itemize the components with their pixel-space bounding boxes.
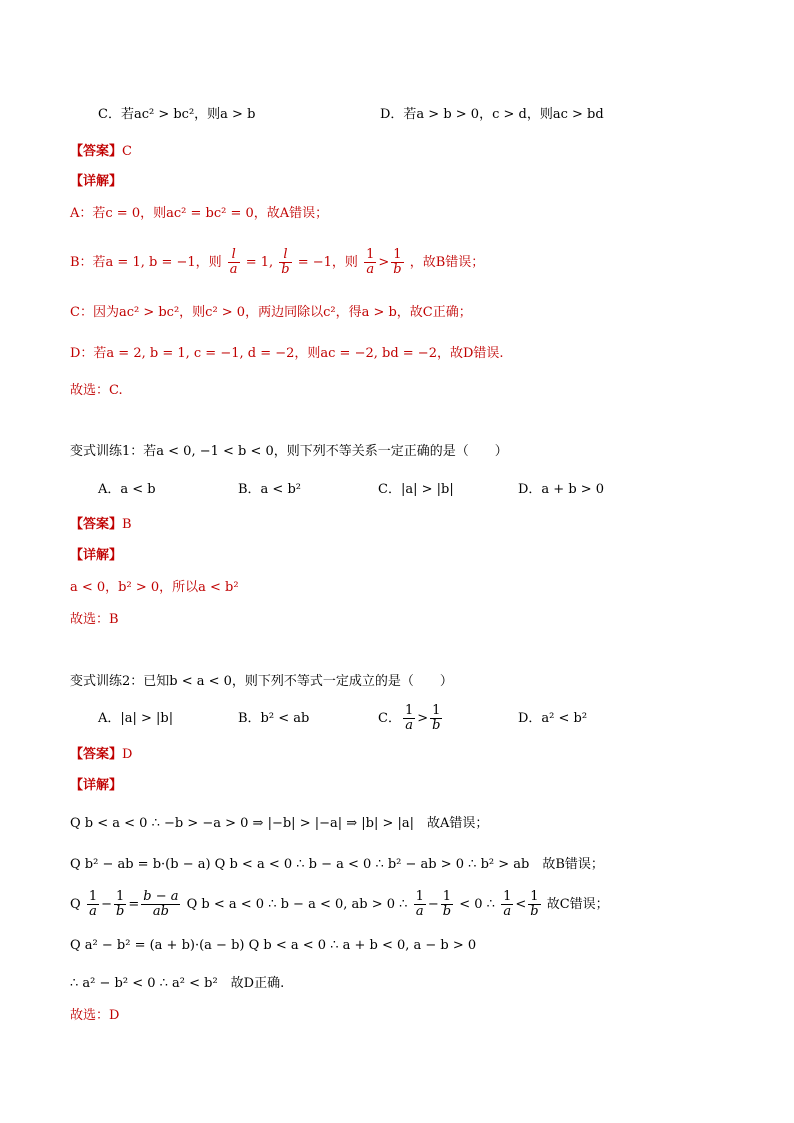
conclusion-3: 故选：D: [70, 1008, 120, 1023]
gt-sign: >: [378, 255, 390, 270]
exercise-1-question: 变式训练1：若a < 0, −1 < b < 0，则下列不等关系一定正确的是（ ）: [70, 444, 508, 459]
frac-num: 1: [441, 890, 453, 905]
frac-num: 1: [366, 247, 375, 262]
answer-value: C: [122, 144, 132, 159]
frac-den: a: [366, 262, 375, 277]
frac-den: a: [405, 718, 413, 733]
line3-post: 故C错误；: [546, 897, 609, 912]
frac-den: a: [503, 904, 512, 919]
frac-den: ab: [152, 904, 169, 919]
detail-label: 【详解】: [70, 548, 123, 563]
ex1-option-a: A．a < b: [98, 482, 156, 497]
detail-line-a: A：若c = 0，则ac² = bc² = 0，故A错误；: [70, 206, 329, 221]
answer-value: D: [122, 747, 133, 762]
line-b-text-mid: = 1,: [245, 255, 274, 270]
fraction-1-over-b: [279, 248, 291, 277]
ex2-option-c-label: C．: [378, 711, 401, 726]
frac-den: b: [281, 262, 290, 277]
ex2-line-4: Q a² − b² = (a + b)·(a − b) Q b < a < 0 ∴ a + b < 0, a − b > 0: [70, 938, 477, 953]
line-b-text-post: ，故B错误；: [409, 255, 485, 270]
fraction-1a: [501, 890, 513, 919]
frac-den: a: [415, 904, 424, 919]
answer-value: B: [122, 517, 132, 532]
gt-sign: >: [417, 711, 429, 726]
ex2-option-b: B．b² < ab: [238, 711, 310, 726]
ex1-detail: a < 0，b² > 0，所以a < b²: [70, 580, 239, 595]
frac-den: b: [432, 718, 441, 733]
fraction-1b: [528, 890, 540, 919]
option-c-top: C．若ac² > bc²，则a > b: [98, 107, 256, 122]
detail-line-d: D：若a = 2, b = 1, c = −1, d = −2，则ac = −2, bd = −2，故D错误.: [70, 346, 504, 361]
frac-num: 1: [88, 889, 98, 904]
frac-den: b: [530, 904, 539, 919]
ex2-line-3: [70, 888, 609, 922]
frac-num: 1: [528, 890, 540, 905]
answer-line-3: [70, 745, 132, 765]
fraction-1a: [364, 248, 376, 277]
minus-sign: −: [427, 897, 439, 912]
frac-num: 1: [391, 248, 403, 263]
answer-line-1: [70, 142, 132, 162]
minus-sign: −: [101, 897, 112, 912]
frac-num: l: [228, 248, 240, 263]
frac-num: b − a: [143, 889, 179, 904]
frac-num: 1: [415, 889, 424, 904]
conclusion-2: 故选：B: [70, 612, 119, 627]
line3-mid: Q b < a < 0 ∴ b − a < 0, ab > 0 ∴: [186, 897, 408, 912]
fraction-1a: [414, 890, 426, 919]
fraction-1b: [391, 248, 403, 277]
ex2-option-a: A．|a| > |b|: [98, 711, 174, 726]
lt-sign: <: [515, 897, 527, 912]
frac-den: a: [229, 262, 238, 277]
frac-den: b: [393, 262, 402, 277]
ex2-line-1: Q b < a < 0 ∴ −b > −a > 0 ⇒ |−b| > |−a| ⇒ |b| > |a| 故A错误；: [70, 816, 489, 831]
answer-label: 【答案】: [70, 144, 123, 159]
fraction-1a: [87, 890, 99, 919]
frac-den: b: [116, 904, 125, 919]
frac-num: 1: [430, 704, 442, 719]
conclusion-1: 故选：C.: [70, 383, 123, 398]
fraction-1-over-a: [228, 248, 240, 277]
ex2-line-5: ∴ a² − b² < 0 ∴ a² < b² 故D正确.: [70, 976, 285, 991]
detail-label: 【详解】: [70, 778, 123, 793]
ex1-option-b: B．a < b²: [238, 482, 301, 497]
fraction-1a: [403, 704, 415, 733]
frac-den: b: [442, 904, 452, 919]
frac-num: l: [279, 248, 291, 263]
line-b-text-mid2: = −1，则: [297, 255, 358, 270]
answer-line-2: [70, 515, 132, 535]
frac-num: 1: [404, 703, 414, 718]
ex1-option-d: D．a + b > 0: [518, 482, 605, 497]
frac-num: 1: [114, 890, 126, 905]
line3-mid2: < 0 ∴: [459, 897, 495, 912]
option-d-top: D．若a > b > 0，c > d，则ac > bd: [380, 107, 604, 122]
detail-label: 【详解】: [70, 174, 123, 189]
frac-num: 1: [503, 889, 512, 904]
line-b-text-pre: B：若a = 1, b = −1，则: [70, 255, 222, 270]
eq-sign: =: [128, 897, 140, 912]
detail-line-c: C：因为ac² > bc²，则c² > 0，两边同除以c²，得a > b，故C正确；: [70, 305, 472, 320]
answer-label: 【答案】: [70, 517, 123, 532]
fraction-1b: [441, 890, 453, 919]
ex2-option-c: [378, 702, 444, 736]
ex2-option-d: D．a² < b²: [518, 711, 588, 726]
line3-pre: Q: [70, 897, 81, 912]
ex1-option-c: C．|a| > |b|: [378, 482, 454, 497]
answer-label: 【答案】: [70, 747, 123, 762]
detail-line-b: [70, 248, 484, 277]
ex2-line-2: Q b² − ab = b·(b − a) Q b < a < 0 ∴ b − a < 0 ∴ b² − ab > 0 ∴ b² > ab 故B错误；: [70, 857, 604, 872]
fraction-bma-ab: [141, 890, 180, 919]
exercise-2-question: 变式训练2：已知b < a < 0，则下列不等式一定成立的是（ ）: [70, 674, 453, 689]
fraction-1b: [114, 890, 126, 919]
frac-den: a: [89, 904, 97, 919]
fraction-1b: [430, 704, 442, 733]
